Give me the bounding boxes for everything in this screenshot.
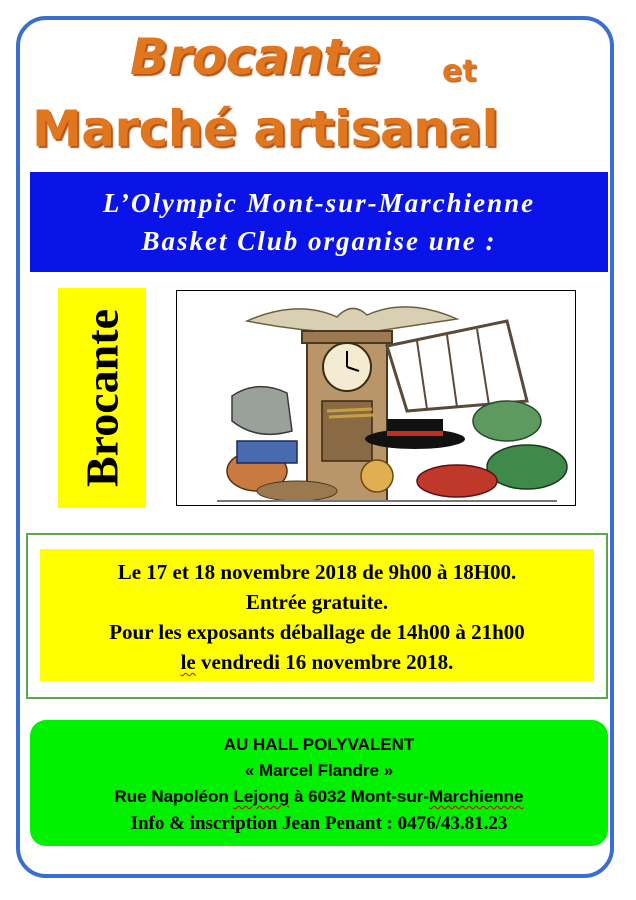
venue-address-part-3: à 6032 Mont-sur-: [289, 787, 430, 806]
exhibitor-setup-date-rest: vendredi 16 novembre 2018.: [195, 650, 454, 674]
event-dates: Le 17 et 18 novembre 2018 de 9h00 à 18H00.: [117, 560, 517, 584]
organizer-line-1: L’Olympic Mont-sur-Marchienne: [102, 188, 536, 218]
organizer-banner: [30, 172, 608, 272]
venue-address: [30, 784, 608, 810]
exhibitor-setup-hours: Pour les exposants déballage de 14h00 à 21h00: [109, 620, 525, 644]
title-marche-artisanal: Marché artisanal: [32, 100, 499, 158]
organizer-line-2: Basket Club organise une :: [141, 226, 497, 256]
venue-box: [30, 720, 608, 846]
exhibitor-setup-date: [40, 647, 594, 677]
venue-name: AU HALL POLYVALENT: [223, 735, 415, 754]
venue-hall-name: « Marcel Flandre »: [244, 761, 394, 780]
venue-address-part-4: Marchienne: [429, 787, 524, 806]
flea-market-illustration-svg: [177, 291, 576, 506]
side-label-box: [58, 288, 146, 508]
exhibitor-setup-date-word: le: [180, 650, 196, 674]
venue-address-part-2: Lejong: [233, 787, 290, 806]
contact-info: Info & inscription Jean Penant : 0476/43.81.23: [130, 813, 508, 834]
venue-address-part-1: Rue Napoléon: [114, 787, 234, 806]
title-brocante: Brocante: [130, 28, 380, 86]
event-details: [40, 549, 594, 681]
event-admission: Entrée gratuite.: [245, 590, 389, 614]
flea-market-illustration: [176, 290, 576, 506]
title-connector: et: [442, 54, 477, 89]
side-label-text: Brocante: [76, 308, 128, 488]
poster-title: [30, 20, 610, 170]
